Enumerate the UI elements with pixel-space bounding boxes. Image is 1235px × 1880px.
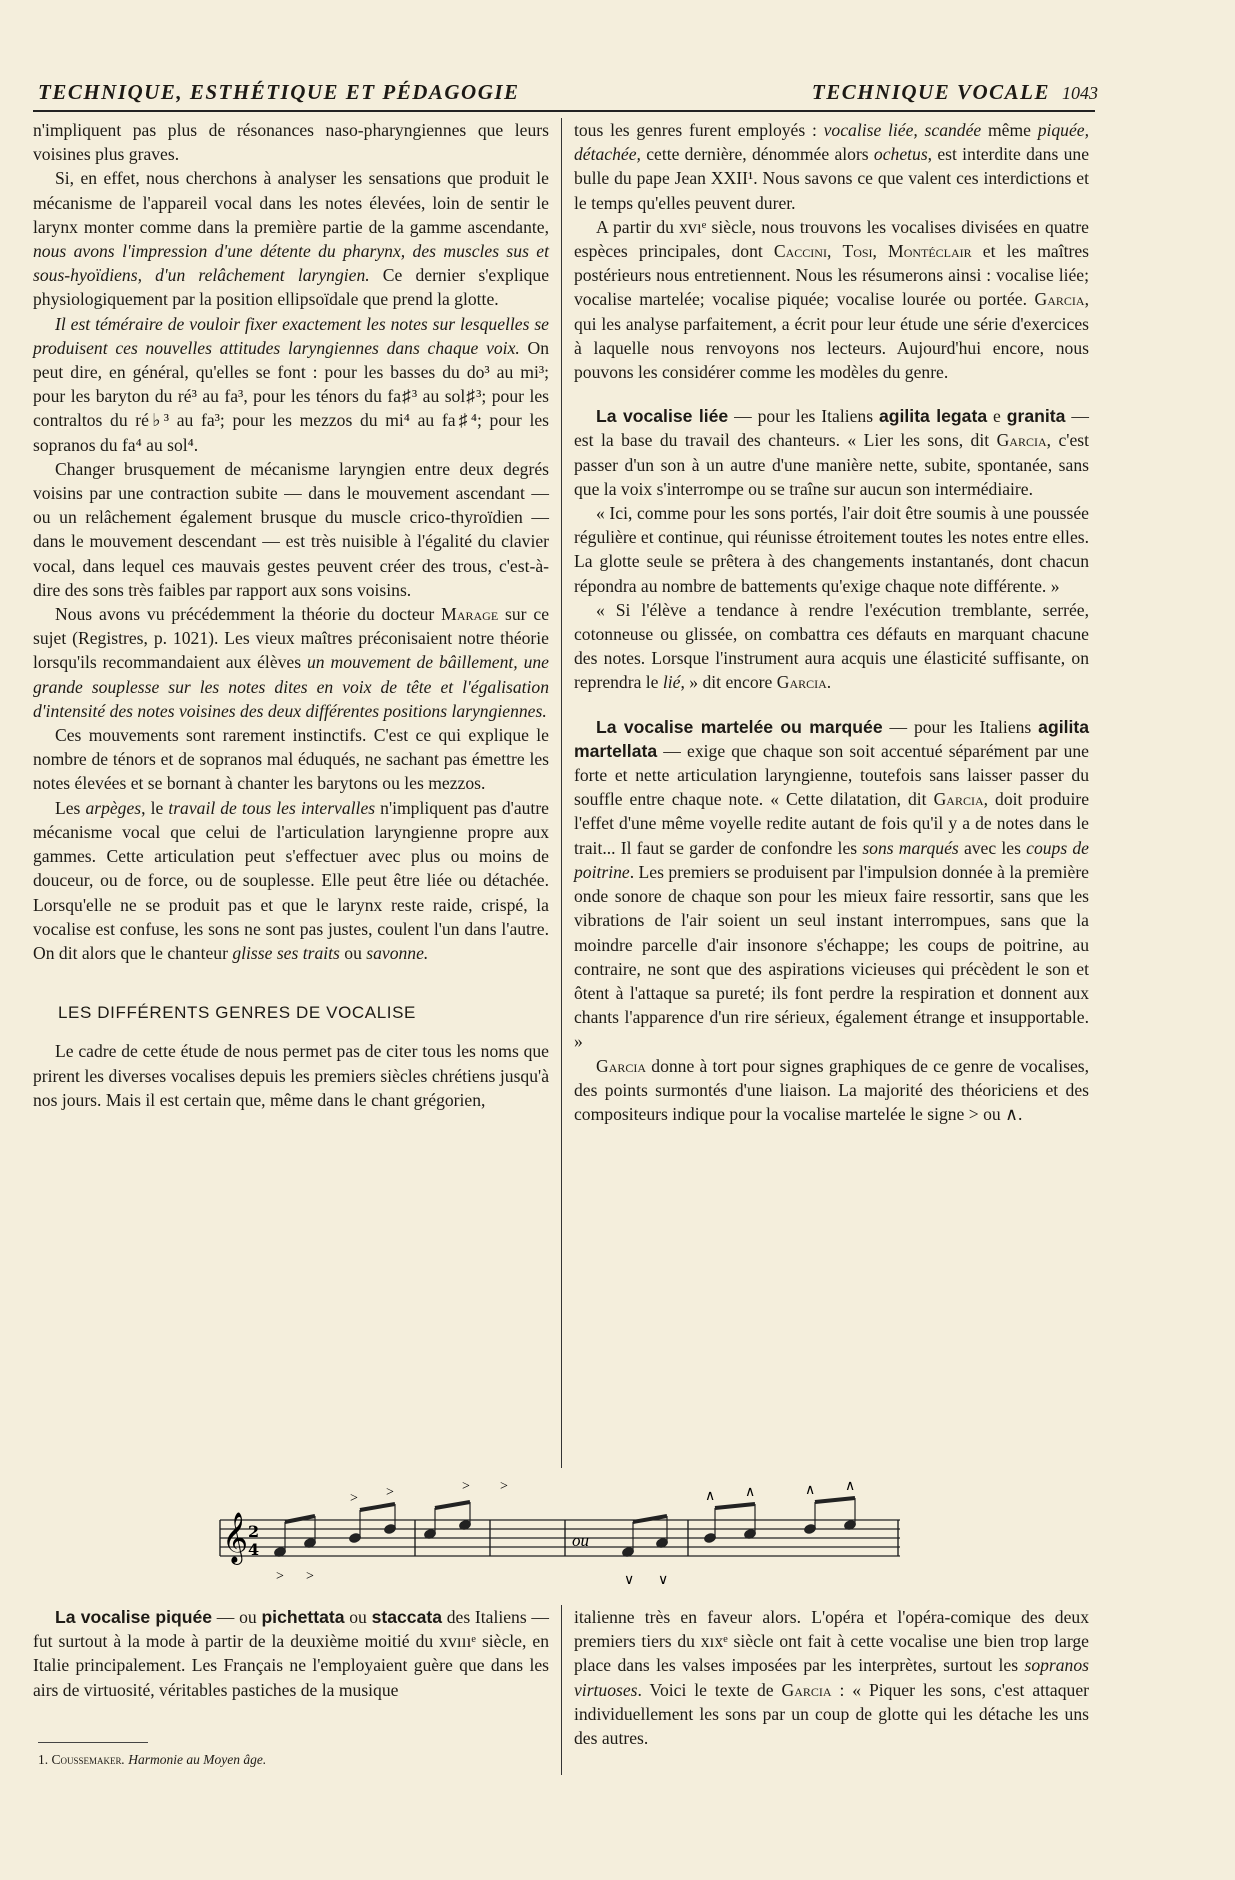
accent-mark: > [386,1485,394,1500]
paragraph: A partir du xvıᵉ siècle, nous trouvons les vocalises divisées en quatre espèces principales, dont Caccini, Tosi, Montéclair et les maîtres postérieurs nous entretiennent. Nous les résumerons ainsi : vocalise liée; vocalise martelée; vocalise piquée; vocalise lourée ou portée. Garcia, qui les analyse parfaitement, a écrit pour leur étude une série d'exercices à laquelle nous renvoyons nos lecteurs. Aujourd'hui encore, nous pouvons les considérer comme les modèles du genre. [574,216,1089,383]
accent-mark: > [500,1480,508,1494]
accent-mark: ∧ [805,1483,816,1498]
accent-mark: > [462,1480,470,1494]
accent-mark: ∨ [658,1573,669,1588]
column-divider [561,1605,562,1775]
footnote: 1. Coussemaker. Harmonie au Moyen âge. [38,1752,267,1767]
paragraph: La vocalise liée — pour les Italiens agilita legata e granita — est la base du travail des chanteurs. « Lier les sons, dit Garcia, c'est passer d'un son à un autre d'une manière nette, subite, spontanée, sans que la voix s'interrompe ou se traîne sur aucun son intermédiaire. [574,406,1089,499]
accent-mark: ∧ [745,1485,756,1500]
accent-mark: ∧ [705,1489,716,1504]
paragraph: tous les genres furent employés : vocalise liée, scandée même piquée, détachée, cette dernière, dénommée alors ochetus, est interdite dans une bulle du pape Jean XXII¹. Nous savons ce que valent ces interdictions et le temps qu'elles peuvent durer. [574,120,1089,213]
paragraph: Changer brusquement de mécanisme laryngien entre deux degrés voisins par une contraction subite — dans le mouvement ascendant — ou un relâchement également brusque du muscle crico-thyroïdien — dans le mouvement descendant — est très nuisible à l'égalité du clavier vocal, dans lequel ces mauvais gestes peuvent créer des trous, c'est-à-dire des sons très faibles par rapport aux sons voisins. [33,458,549,600]
bottom-right-column [574,1605,1089,1750]
header-right-title: TECHNIQUE VOCALE [811,80,1050,104]
footnote-rule [38,1742,148,1743]
music-example [210,1480,910,1600]
paragraph: n'impliquent pas plus de résonances naso-pharyngiennes que leurs voisines plus graves. [33,120,549,165]
accent-mark: ∨ [624,1573,635,1588]
paragraph: Le cadre de cette étude de nous permet pas de citer tous les noms que prirent les diverses vocalises depuis les premiers siècles chrétiens jusqu'à nos jours. Mais il est certain que, même dans le chant grégorien, [33,1041,549,1110]
column-divider [561,118,562,1468]
right-column [574,118,1089,1126]
staff-lines [220,1520,900,1556]
notes-measure-4 [703,1498,856,1544]
author-name: Marage [441,604,499,625]
header-left-title: TECHNIQUE, ESTHÉTIQUE ET PÉDAGOGIE [38,80,520,104]
notes-measure-3 [621,1516,668,1558]
music-word-ou: ou [572,1531,589,1550]
paragraph: « Ici, comme pour les sons portés, l'air doit être soumis à une poussée régulière et continue, qui réunisse étroitement toutes les notes entre elles. La glotte seule se prêtera à des changements instantanés, dont chacun répondra au nombre de battements qu'exige chaque note différente. » [574,503,1089,596]
header-right [812,80,1098,105]
bottom-left-column [33,1605,549,1702]
page-header [38,80,1098,110]
paragraph: Garcia donne à tort pour signes graphiques de ce genre de vocalises, des points surmontés d'une liaison. La majorité des théoriciens et des compositeurs indique pour la vocalise martelée le signe > ou ∧. [574,1055,1089,1124]
time-sig-bottom: 4 [248,1540,260,1559]
accent-mark: ∧ [845,1480,856,1494]
notes-measure-2 [423,1502,471,1540]
page-number: 1043 [1062,83,1098,103]
paragraph: La vocalise martelée ou marquée — pour les Italiens agilita martellata — exige que chaque son soit accentué séparément par une forte et nette articulation laryngienne, toutefois sans laisser passer du souffle entre chaque note. « Cette dilatation, dit Garcia, doit produire l'effet d'une même voyelle redite autant de fois qu'il y a de notes dans le trait... Il faut se garder de confondre les sons marqués avec les coups de poitrine. Les premiers se produisent par l'impulsion donnée à la première onde sonore de chaque son pour les mieux faire ressortir, sans que les vibrations de l'air soient un seul instant interrompues, sans que la moindre parcelle d'air insonore s'échappe; les coups de poitrine, au contraire, ne sont que des aspirations vicieuses qui précèdent le son et ôtent à l'attaque sa pureté; ils font perdre la respiration et donnent aux chants l'apparence d'un rire sérieux, également étrange et insupportable. » [574,716,1089,1052]
paragraph: Ces mouvements sont rarement instinctifs. C'est ce qui explique le nombre de ténors et de sopranos mal éduqués, ne sachant pas émettre les notes élevées et se bornant à chanter les barytons ou les mezzos. [33,725,549,794]
paragraph: Nous avons vu précédemment la théorie du docteur Marage sur ce sujet (Registres, p. 1021). Les vieux maîtres préconisaient notre théorie lorsqu'ils recommandaient aux élèves un mouvement de bâillement, une grande souplesse sur les notes dites en voix de tête et l'égalisation d'intensité des notes voisines des deux différentes positions laryngiennes. [33,604,550,721]
paragraph: Il est téméraire de vouloir fixer exactement les notes sur lesquelles se produisent ces nouvelles attitudes laryngiennes dans chaque voix. On peut dire, en général, qu'elles se font : pour les basses du do³ au mi³; pour les baryton du ré³ au fa³, pour les ténors du fa♯³ au sol♯³; pour les contraltos du ré♭³ au fa³; pour les mezzos du mi⁴ au fa♯⁴; pour les sopranos du fa⁴ au sol⁴. [33,313,550,455]
accent-mark: > [350,1491,358,1506]
paragraph: italienne très en faveur alors. L'opéra et l'opéra-comique des deux premiers tiers du xıxᵉ siècle ont fait à cette vocalise une bien trop large place dans les valses imposées par les interprètes, surtout les sopranos virtuoses. Voici le texte de Garcia : « Piquer les sons, c'est attaquer individuellement les sons par un coup de glotte qui les détache les uns des autres. [574,1607,1089,1749]
paragraph: Si, en effet, nous cherchons à analyser les sensations que produit le mécanisme de l'appareil vocal dans les notes élevées, loin de sentir le larynx monter comme dans la première partie de la gamme ascendante, nous avons l'impression d'une détente du pharynx, des muscles sus et sous-hyoïdiens, d'un relâchement laryngien. Ce dernier s'explique physiologiquement par la position ellipsoïdale que prend la glotte. [33,168,550,310]
header-rule [33,110,1095,112]
time-sig-top: 2 [248,1522,260,1541]
accent-mark: > [276,1569,284,1584]
paragraph: « Si l'élève a tendance à rendre l'exécution tremblante, serrée, cotonneuse ou glissée, on combattra ces défauts en marquant chacune des notes. Lorsque l'instrument aura acquis une élasticité suffisante, on reprendra le lié, » dit encore Garcia. [574,599,1089,693]
treble-clef: 𝄞 [222,1512,249,1563]
paragraph: La vocalise piquée — ou pichettata ou staccata des Italiens — fut surtout à la mode à partir de la deuxième moitié du xvıııᵉ siècle, en Italie principalement. Les Français ne l'employaient guère que dans les airs de virtuosité, véritables pastiches de la musique [33,1607,549,1700]
accent-mark: > [306,1569,314,1584]
paragraph: Les arpèges, le travail de tous les intervalles n'impliquent pas d'autre mécanisme vocal que celui de l'articulation laryngienne propre aux gammes. Cette articulation peut s'effectuer avec plus ou moins de douceur, ou de force, ou de souplesse. Elle peut être liée ou détachée. Lorsqu'elle ne se produit pas et que le larynx reste raide, crispé, la vocalise est confuse, les sons ne sont pas justes, coulent l'un dans l'autre. On dit alors que le chanteur glisse ses traits ou savonne. [33,797,549,963]
notes-measure-1 [273,1504,396,1558]
left-column [33,118,549,1112]
section-title: LES DIFFÉRENTS GENRES DE VOCALISE [58,1003,416,1023]
